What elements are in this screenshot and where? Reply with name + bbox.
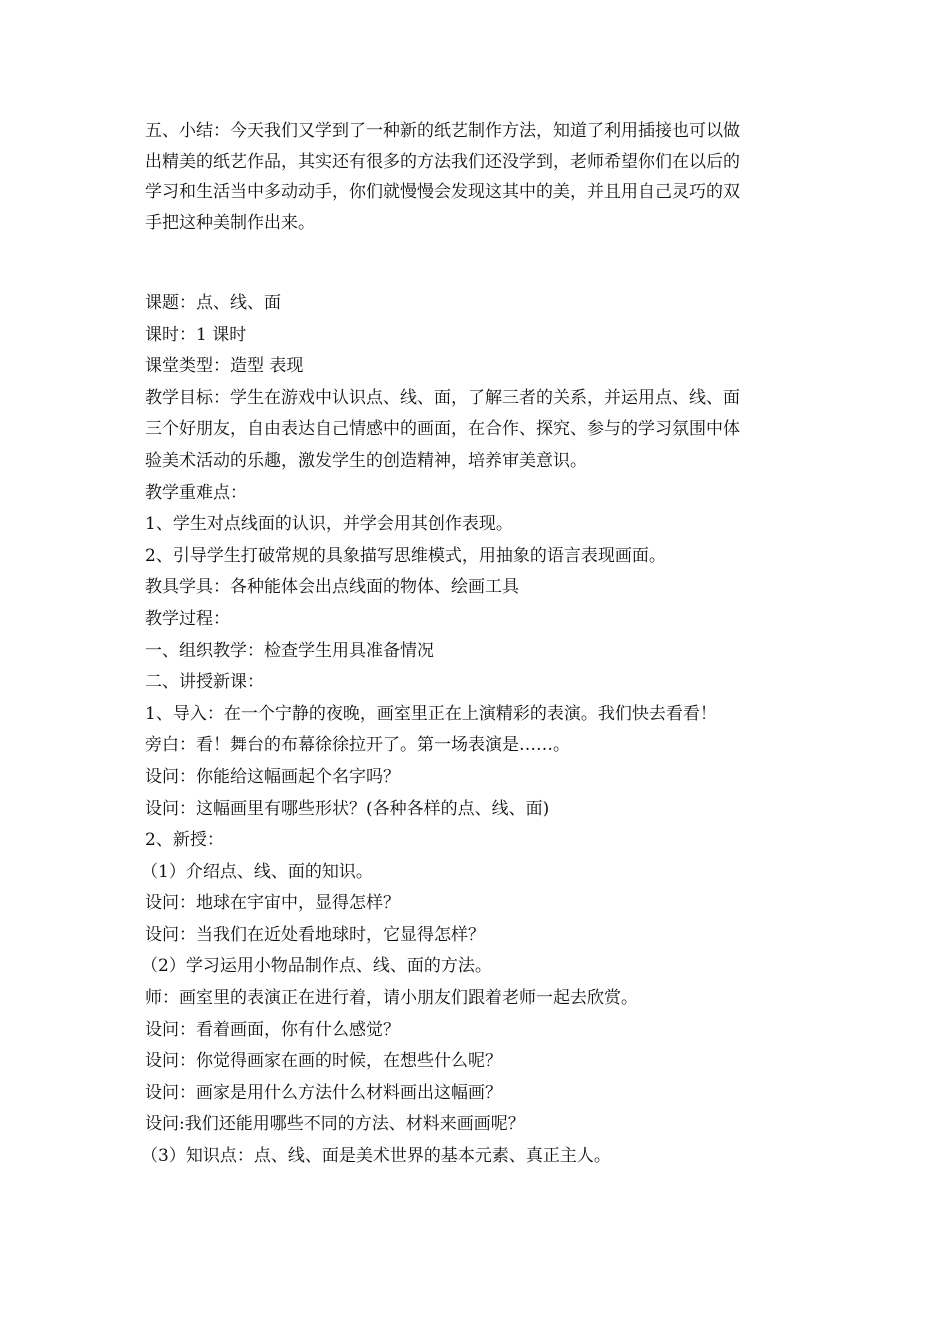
summary-line: 手把这种美制作出来。 [145, 212, 315, 233]
question-line: 设问：画家是用什么方法什么材料画出这幅画？ [145, 1082, 502, 1103]
sub-step: （3）知识点：点、线、面是美术世界的基本元素、真正主人。 [141, 1146, 611, 1167]
lesson-title: 课题：点、线、面 [145, 293, 281, 313]
key-point-item: 2、引导学生打破常规的具象描写思维模式，用抽象的语言表现画面。 [145, 545, 666, 566]
sub-step: （2）学习运用小物品制作点、线、面的方法。 [141, 956, 492, 977]
key-points-heading: 教学重难点： [145, 482, 247, 503]
process-line: 1、导入：在一个宁静的夜晚，画室里正在上演精彩的表演。我们快去看看！ [145, 703, 717, 724]
teaching-tools: 教具学具：各种能体会出点线面的物体、绘画工具 [145, 577, 519, 598]
summary-line: 学习和生活当中多动动手，你们就慢慢会发现这其中的美，并且用自己灵巧的双 [145, 182, 740, 202]
process-line: 师：画室里的表演正在进行着，请小朋友们跟着老师一起去欣赏。 [145, 988, 638, 1009]
lesson-duration: 课时：1 课时 [145, 324, 247, 345]
teaching-goal-cont: 验美术活动的乐趣，激发学生的创造精神，培养审美意识。 [145, 450, 587, 471]
process-heading: 教学过程： [145, 608, 230, 629]
summary-section [145, 116, 813, 238]
document-page [141, 116, 813, 1173]
teaching-goal: 教学目标：学生在游戏中认识点、线、面，了解三者的关系，并运用点、线、面 [145, 387, 740, 408]
lesson-plan-section [141, 288, 813, 1173]
teaching-goal-cont: 三个好朋友，自由表达自己情感中的画面，在合作、探究、参与的学习氛围中体 [145, 419, 740, 440]
process-step: 二、讲授新课： [145, 672, 264, 693]
question-line: 设问：这幅画里有哪些形状？(各种各样的点、线、面) [145, 798, 550, 819]
question-line: 设问：你觉得画家在画的时候，在想些什么呢？ [145, 1051, 502, 1072]
question-line: 设问：你能给这幅画起个名字吗？ [145, 766, 400, 787]
question-line: 设问:我们还能用哪些不同的方法、材料来画画呢？ [145, 1114, 525, 1135]
summary-line: 出精美的纸艺作品，其实还有很多的方法我们还没学到，老师希望你们在以后的 [145, 151, 740, 172]
sub-step: （1）介绍点、线、面的知识。 [141, 861, 373, 882]
process-line: 旁白：看！舞台的布幕徐徐拉开了。第一场表演是……。 [145, 735, 570, 756]
question-line: 设问：当我们在近处看地球时，它显得怎样？ [145, 924, 485, 945]
lesson-type: 课堂类型：造型 表现 [145, 356, 304, 377]
key-point-item: 1、学生对点线面的认识，并学会用其创作表现。 [145, 514, 513, 535]
process-step: 一、组织教学：检查学生用具准备情况 [145, 640, 434, 661]
summary-line: 五、小结：今天我们又学到了一种新的纸艺制作方法，知道了利用插接也可以做 [145, 121, 740, 141]
section-gap [145, 238, 813, 288]
process-line: 2、新授： [145, 830, 224, 851]
question-line: 设问：看着画面，你有什么感觉？ [145, 1019, 400, 1040]
question-line: 设问：地球在宇宙中，显得怎样？ [145, 893, 400, 914]
